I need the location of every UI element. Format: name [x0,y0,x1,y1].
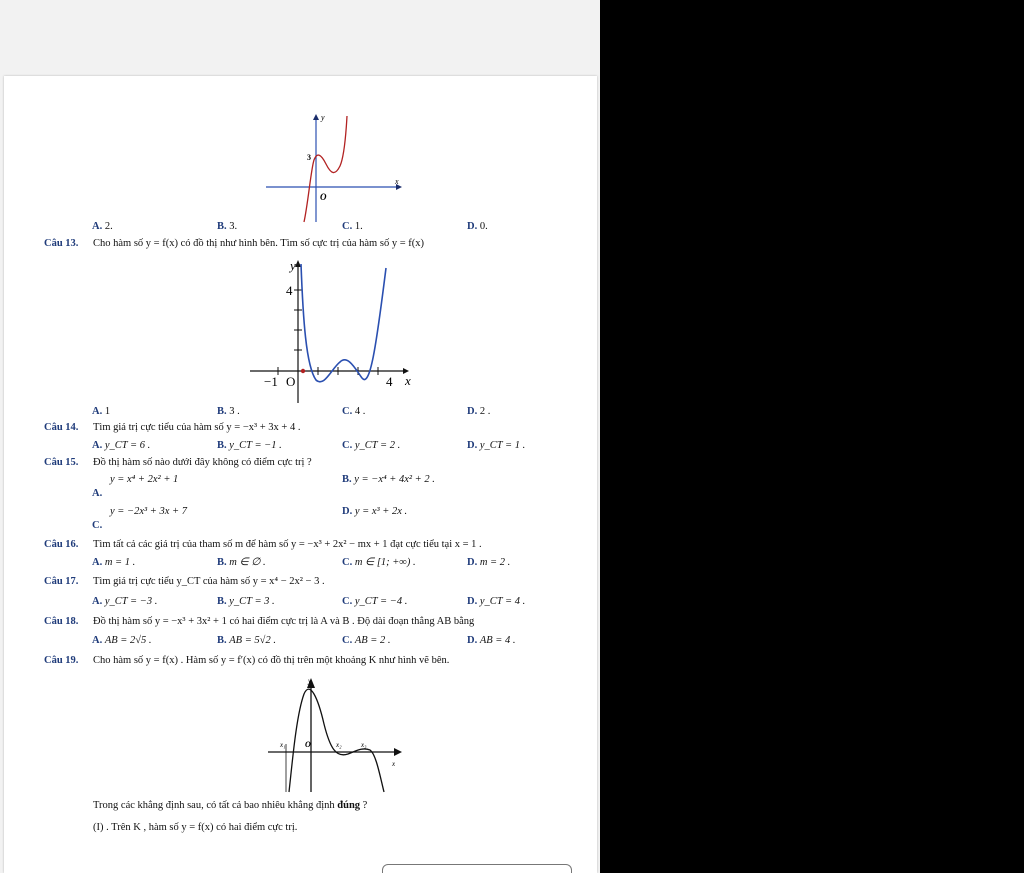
q14-option-d: D. y_CT = 1 . [467,440,526,451]
q15-option-c-value: y = −2x³ + 3x + 7 [110,506,187,517]
q17-option-b: B. y_CT = 3 . [217,596,275,607]
q15-option-b: B. y = −x⁴ + 4x² + 2 . [342,474,435,485]
q19-number: Câu 19. [44,655,79,666]
tick-label-x4: 4 [386,374,393,389]
q13-option-d: D. 2 . [467,406,491,417]
x-axis-label: x [405,373,411,388]
y-axis-label: y [321,113,325,122]
origin-label: O [320,192,327,202]
q18-option-c: C. AB = 2 . [342,635,391,646]
q13-text: Cho hàm số y = f(x) có đồ thị như hình bên. Tìm số cực trị của hàm số y = f(x) [93,238,424,249]
y-axis-label: y [290,258,296,273]
q16-number: Câu 16. [44,539,79,550]
q15-option-d: D. y = x³ + 2x . [342,506,408,517]
q18-number: Câu 18. [44,616,79,627]
prev-option-d: D. 0. [467,221,488,232]
q14-option-c: C. y_CT = 2 . [342,440,401,451]
prev-option-c: C. 1. [342,221,363,232]
q17-text: Tìm giá trị cực tiểu y_CT của hàm số y = x⁴ − 2x² − 3 . [93,576,325,587]
origin-label: O [305,740,311,749]
y-axis-label: y [308,677,312,685]
q13-option-b: B. 3 . [217,406,240,417]
document-page [4,76,597,873]
q16-option-b: B. m ∈ ∅ . [217,557,266,568]
q15-option-a-label: A. [92,488,103,499]
q18-text: Đồ thị hàm số y = −x³ + 3x² + 1 có hai điểm cực trị là A và B . Độ dài đoạn thẳng AB bằng [93,616,475,627]
q15-number: Câu 15. [44,457,79,468]
q19-statement-1: (I) . Trên K , hàm số y = f(x) có hai điểm cực trị. [93,822,298,833]
q13-option-c: C. 4 . [342,406,366,417]
tick-label-3: 3 [307,153,311,162]
x1-label: x₁ [280,741,286,749]
q15-option-a-value: y = x⁴ + 2x² + 1 [110,474,179,485]
prev-option-b: B. 3. [217,221,238,232]
tick-label-minus1: −1 [264,374,278,389]
q18-option-d: D. AB = 4 . [467,635,516,646]
q13-number: Câu 13. [44,238,79,249]
tick-label-y4: 4 [286,283,293,298]
q16-option-c: C. m ∈ [1; +∞) . [342,557,416,568]
graph-prev-question [264,114,404,224]
q17-option-d: D. y_CT = 4 . [467,596,526,607]
q17-number: Câu 17. [44,576,79,587]
q17-option-a: A. y_CT = −3 . [92,596,158,607]
q18-option-a: A. AB = 2√5 . [92,635,152,646]
q16-option-d: D. m = 2 . [467,557,511,568]
origin-label: O [286,374,296,389]
q16-text: Tìm tất cả các giá trị của tham số m để hàm số y = −x³ + 2x² − mx + 1 đạt cực tiểu tại x = 1 . [93,539,482,550]
q16-option-a: A. m = 1 . [92,557,136,568]
answer-box-fragment [382,864,572,873]
q14-text: Tìm giá trị cực tiểu của hàm số y = −x³ + 3x + 4 . [93,422,301,433]
graph-q19 [266,676,406,794]
x2-label: x₂ [336,741,342,749]
x-axis-label: x [392,760,396,768]
prev-option-a: A. 2. [92,221,113,232]
q15-option-c-label: C. [92,520,103,531]
q19-statement-intro: Trong các khẳng định sau, có tất cả bao nhiêu khẳng định đúng ? [93,800,368,811]
q13-option-a: A. 1 [92,406,111,417]
graph-q13 [248,258,418,408]
q17-option-c: C. y_CT = −4 . [342,596,408,607]
q15-text: Đồ thị hàm số nào dưới đây không có điểm cực trị ? [93,457,312,468]
x-axis-label: x [395,177,399,186]
q19-text: Cho hàm số y = f(x) . Hàm số y = f′(x) có đồ thị trên một khoảng K như hình vẽ bên. [93,655,450,666]
q18-option-b: B. AB = 5√2 . [217,635,276,646]
q14-option-b: B. y_CT = −1 . [217,440,282,451]
q14-option-a: A. y_CT = 6 . [92,440,151,451]
q14-number: Câu 14. [44,422,79,433]
x3-label: x₃ [361,741,367,749]
